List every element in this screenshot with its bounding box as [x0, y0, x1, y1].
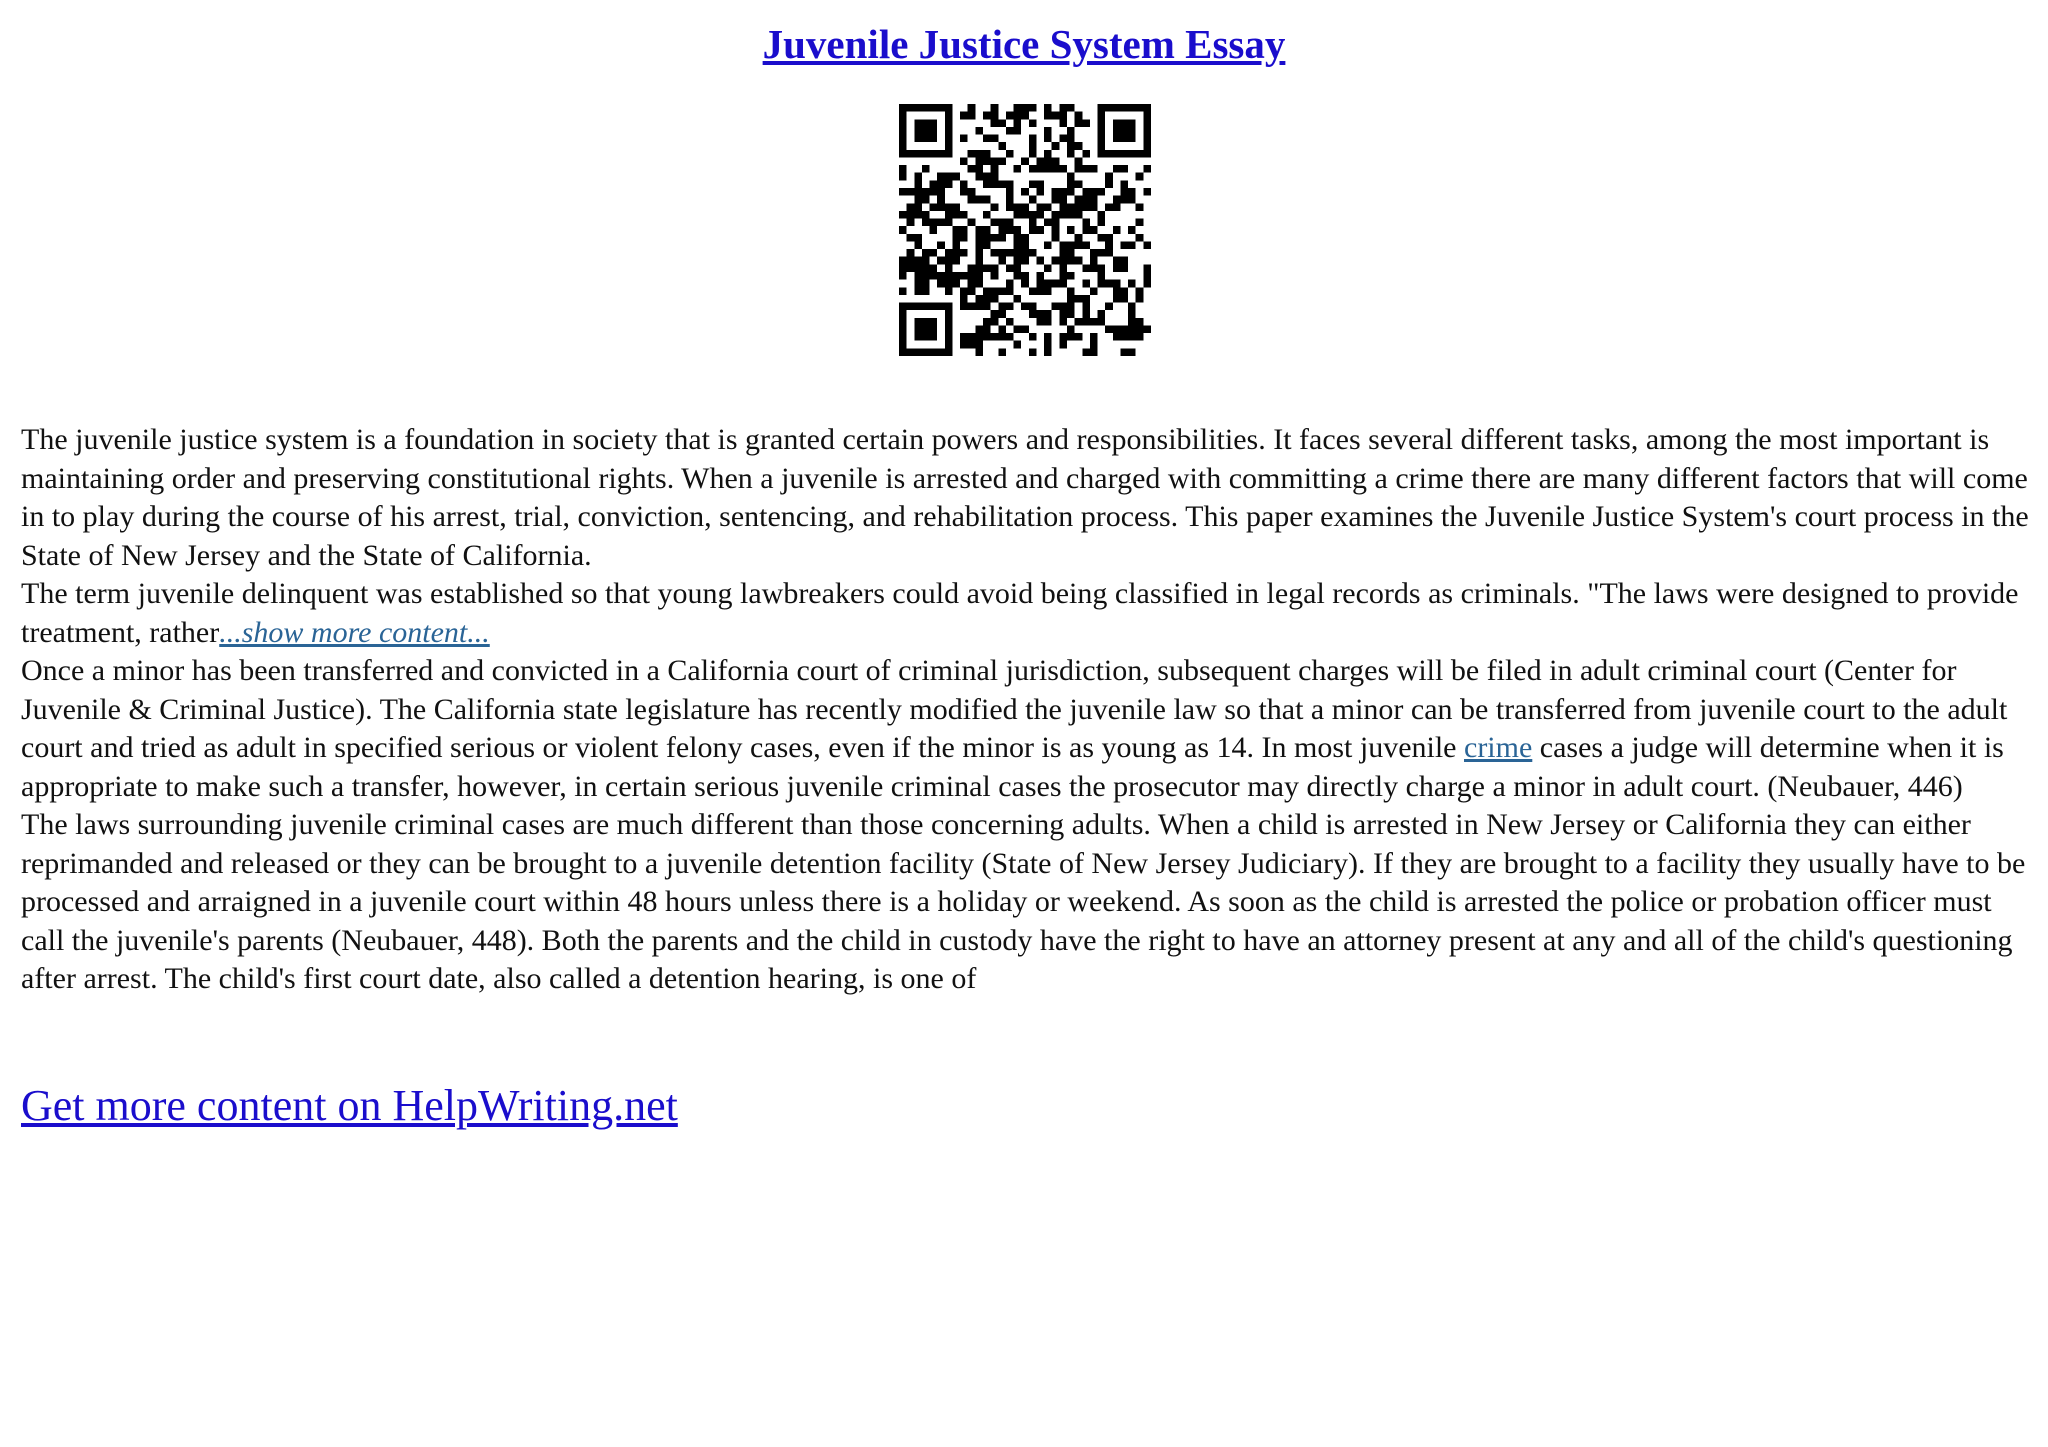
crime-link[interactable]: crime [1464, 731, 1533, 764]
page-title [0, 18, 2048, 70]
paragraph-definition-text: The term juvenile delinquent was established so that young lawbreakers could avoid being classified in legal records as criminals. "The laws were designed to provide treatment, rather [21, 577, 2019, 649]
paragraph-definition [21, 575, 2031, 652]
essay-body [21, 421, 2031, 999]
paragraph-transfer-text-end: cases a judge will determine when it is appropriate to make such a transfer, however, in certain serious juvenile criminal cases the prosecutor may directly charge a minor in adult court. (Neubauer, 446) [21, 731, 2004, 803]
paragraph-laws: The laws surrounding juvenile criminal cases are much different than those concerning adults. When a child is arrested in New Jersey or California they can either reprimanded and released or they can be brought to a juvenile detention facility (State of New Jersey Judiciary). If they are brought to a facility they usually have to be processed and arraigned in a juvenile court within 48 hours unless there is a holiday or weekend. As soon as the child is arrested the police or probation officer must call the juvenile's parents (Neubauer, 448). Both the parents and the child in custody have the right to have an attorney present at any and all of the child's questioning after arrest. The child's first court date, also called a detention hearing, is one of [21, 808, 2026, 995]
qr-code-icon [899, 104, 1151, 356]
get-more-content-link[interactable]: Get more content on HelpWriting.net [21, 1081, 678, 1130]
paragraph-transfer-text-start: Once a minor has been transferred and convicted in a California court of criminal jurisdiction, subsequent charges will be filed in adult criminal court (Center for Juvenile & Criminal Justice). The California state legislature has recently modified the juvenile law so that a minor can be transferred from juvenile court to the adult court and tried as adult in specified serious or violent felony cases, even if the minor is as young as 14. In most juvenile [21, 654, 2008, 764]
paragraph-intro: The juvenile justice system is a foundation in society that is granted certain powers and responsibilities. It faces several different tasks, among the most important is maintaining order and preserving constitutional rights. When a juvenile is arrested and charged with committing a crime there are many different factors that will come in to play during the course of his arrest, trial, conviction, sentencing, and rehabilitation process. This paper examines the Juvenile Justice System's court process in the State of New Jersey and the State of California. [21, 423, 2029, 572]
show-more-link[interactable]: ...show more content... [219, 615, 490, 649]
title-link[interactable]: Juvenile Justice System Essay [762, 21, 1286, 67]
paragraph-transfer [21, 652, 2031, 806]
